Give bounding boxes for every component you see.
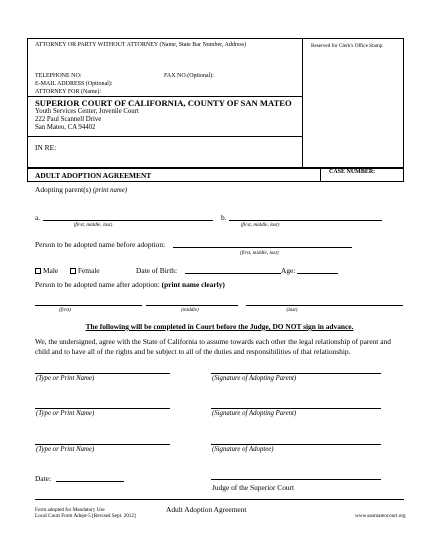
gender-row bbox=[35, 266, 100, 275]
age-label: Age: bbox=[281, 266, 296, 275]
print-name-field-2[interactable] bbox=[35, 408, 170, 409]
print-name-field-1[interactable] bbox=[35, 373, 170, 374]
person-after-adoption-label bbox=[35, 280, 225, 289]
male-label: Male bbox=[43, 266, 59, 275]
hint-paren: ) bbox=[276, 250, 279, 256]
signature-field-1[interactable] bbox=[211, 373, 381, 374]
footer-title: Adult Adoption Agreement bbox=[166, 505, 247, 514]
adopting-parents-text: Adopting parent(s) bbox=[35, 185, 92, 194]
print-name-hint: (print name) bbox=[92, 187, 128, 194]
dob-field[interactable] bbox=[185, 273, 281, 274]
email-label: E-MAIL ADDRESS (Optional): bbox=[35, 81, 113, 87]
court-warning: The following will be completed in Court before the Judge, DO NOT sign in advance. bbox=[85, 322, 354, 331]
footer-form-adopted: Form adopted for Mandatory Use bbox=[35, 507, 105, 513]
form-title: ADULT ADOPTION AGREEMENT bbox=[35, 171, 152, 180]
parent-b-field[interactable] bbox=[229, 220, 382, 221]
footer-form-number: Local Court Form Adopt-5 [Revised Sept. 2012] bbox=[35, 513, 136, 519]
print-name-label-2: (Type or Print Name) bbox=[36, 410, 95, 417]
title-row-divider bbox=[320, 168, 321, 182]
after-adoption-text: Person to be adopted name after adoption: bbox=[35, 280, 160, 289]
after-middle-field[interactable] bbox=[146, 305, 238, 306]
court-address-line-2: 222 Paul Scannell Drive bbox=[35, 116, 102, 123]
person-before-adoption-field[interactable] bbox=[173, 247, 352, 248]
print-name-label-3: (Type or Print Name) bbox=[36, 446, 95, 453]
female-checkbox[interactable] bbox=[70, 268, 76, 274]
parent-b-label: b. bbox=[221, 213, 227, 222]
female-label: Female bbox=[77, 266, 100, 275]
judge-label: Judge of the Superior Court bbox=[212, 483, 295, 492]
adopting-parents-label bbox=[35, 185, 127, 194]
telephone-label: TELEPHONE NO: bbox=[35, 73, 82, 79]
print-name-field-3[interactable] bbox=[35, 444, 170, 445]
after-last-hint: (last) bbox=[286, 307, 298, 313]
person-before-adoption-hint bbox=[240, 250, 279, 256]
male-checkbox[interactable] bbox=[35, 268, 41, 274]
age-field[interactable] bbox=[297, 273, 338, 274]
court-divider bbox=[27, 96, 302, 97]
after-first-hint: (first) bbox=[59, 307, 71, 313]
court-address-line-3: San Mateo, CA 94402 bbox=[35, 124, 96, 131]
dob-label: Date of Birth: bbox=[136, 266, 178, 275]
header-divider-vertical bbox=[302, 38, 303, 168]
after-middle-hint: (middle) bbox=[181, 307, 199, 313]
print-clearly-hint: (print name clearly) bbox=[161, 280, 225, 289]
parent-a-field[interactable] bbox=[43, 220, 213, 221]
in-re-label: IN RE: bbox=[35, 143, 57, 152]
attorney-label: ATTORNEY OR PARTY WITHOUT ATTORNEY (Name, State Bar Number, Address) bbox=[35, 42, 247, 48]
hint-text: (first, middle, last bbox=[240, 250, 277, 256]
parent-a-hint: (first, middle, last) bbox=[73, 222, 113, 228]
footer-rule bbox=[35, 499, 404, 500]
after-last-field[interactable] bbox=[246, 305, 403, 306]
after-first-field[interactable] bbox=[35, 305, 142, 306]
case-number-label: CASE NUMBER: bbox=[329, 169, 376, 175]
signature-label-1: (Signature of Adopting Parent) bbox=[212, 375, 297, 382]
attorney-for-label: ATTORNEY FOR (Name): bbox=[35, 89, 101, 95]
signature-label-3: (Signature of Adoptee) bbox=[212, 446, 274, 453]
signature-label-2: (Signature of Adopting Parent) bbox=[212, 410, 297, 417]
judge-signature-field[interactable] bbox=[211, 479, 381, 480]
parent-b-hint: (first, middle, last) bbox=[240, 222, 280, 228]
agreement-text: We, the undersigned, agree with the State of California to assume towards each other the legal relationship of parent and child and to have all of the rights and be subject to all of the duties and responsibilities of that relationship. bbox=[35, 337, 391, 356]
inre-divider bbox=[27, 136, 302, 137]
parent-a-label: a. bbox=[35, 213, 41, 222]
clerk-stamp-label: Reserved for Clerk's Office Stamp bbox=[311, 43, 383, 49]
print-name-label-1: (Type or Print Name) bbox=[36, 375, 95, 382]
date-field[interactable] bbox=[56, 481, 124, 482]
date-label: Date: bbox=[35, 474, 52, 483]
court-name: SUPERIOR COURT OF CALIFORNIA, COUNTY OF SAN MATEO bbox=[35, 98, 292, 108]
person-before-adoption-label: Person to be adopted name before adoption: bbox=[35, 240, 166, 249]
court-address-line-1: Youth Services Center, Juvenile Court bbox=[35, 108, 139, 115]
footer-website: www.sanmateocourt.org bbox=[355, 513, 406, 519]
signature-field-2[interactable] bbox=[211, 408, 381, 409]
fax-label: FAX NO.(Optional): bbox=[164, 73, 214, 79]
signature-field-3[interactable] bbox=[211, 444, 381, 445]
